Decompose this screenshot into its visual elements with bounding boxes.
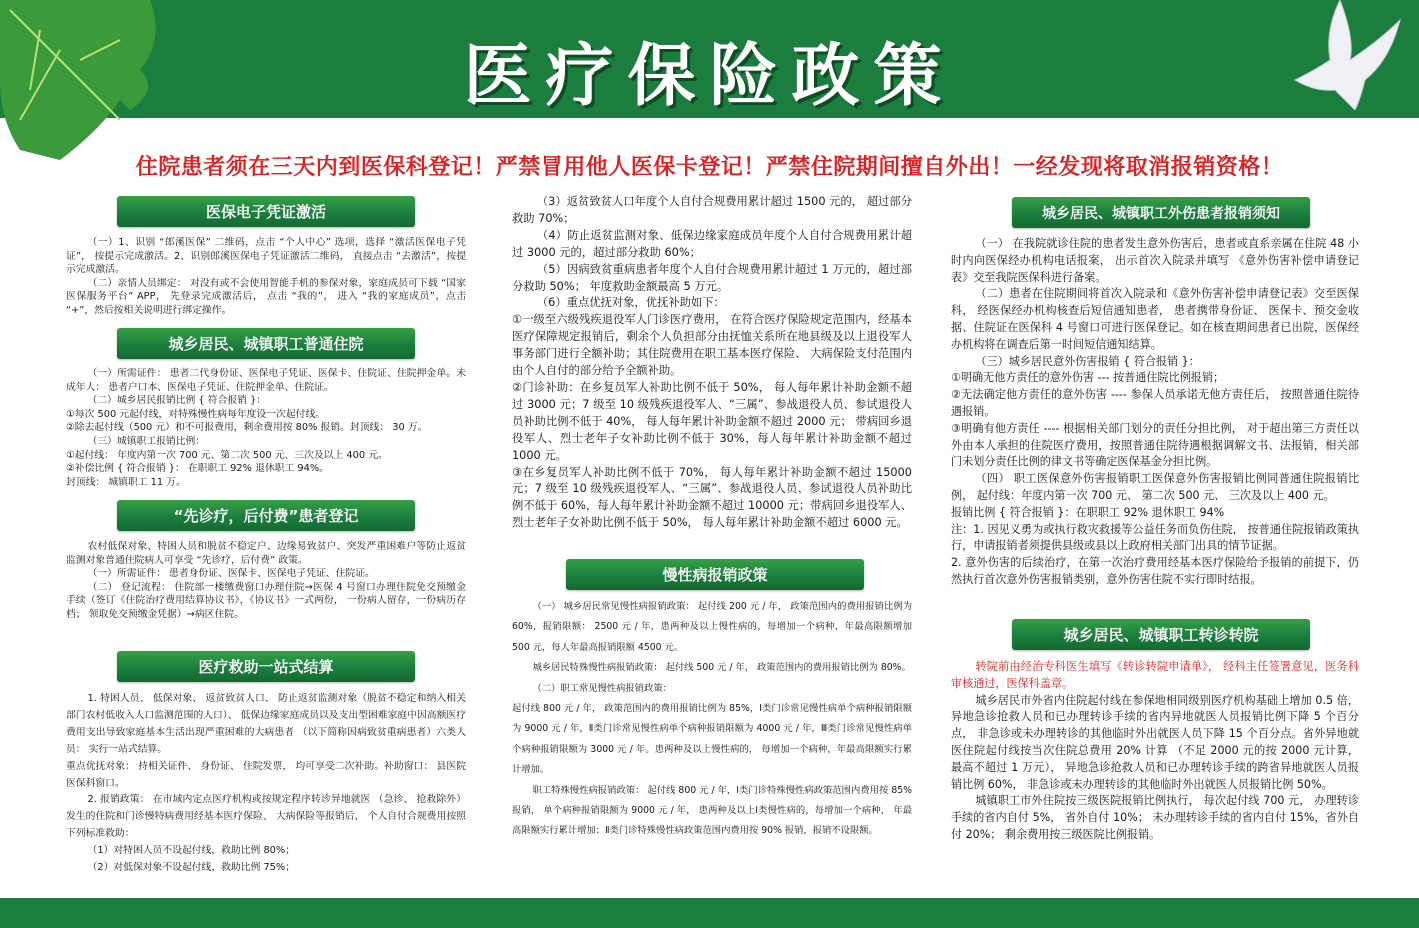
paragraph: 2. 意外伤害的后续治疗，在第一次治疗费用经基本医疗保险给予报销的前提下，仍然执行首次意外伤害报销类别，意外伤害住院不实行即时结报。 [951, 556, 1359, 586]
paragraph: （二）城乡居民报销比例 { 符合报销 }： [87, 395, 267, 407]
section-title-chronic: 慢性病报销政策 [566, 559, 864, 590]
paragraph: 重点优抚对象： 持相关证件、 身份证、 住院发票， 均可享受二次补助。补助窗口： 县医院医保科窗口。 [66, 760, 466, 789]
paragraph: ②门诊补助：在乡复员军人补助比例不低于 50%， 每人每年累计补助金额不超过 3000 元；7 级至 10 级残疾退役军人、“三属”、参战退役人员、参试退役人员补助比例不低于 40%， 每人每年累计补助金额不超过 2000 元； 带病回乡退役军人、烈士老年子女补助比例不低于 30%，每人每年累计补助金额不超过 1000 元。 [512, 380, 912, 462]
paragraph: 城乡居民市外省内住院起付线在参保地相同级别医疗机构基础上增加 0.5 倍， 异地急诊抢救人员和已办理转诊手续的省内异地就医人员报销比例下降 5 个百分点， 非急诊或未办理转诊的其他临时外出就医人员下降 15 个百分点。省外异地就医住院起付线按当次住院总费用 20% 计算 （不足 2000 元的按 2000 元计算， 最高不超过 1 万元）， 异地急诊抢救人员和已办理转诊手续的跨省异地就医人员报销比例 60%， 非急诊或未办理转诊的其他临时外出就医人员报销比例 50%。 [951, 693, 1359, 791]
paragraph: ③在乡复员军人补助比例不低于 70%， 每人每年累计补助金额不超过 15000 元；7 级至 10 级残疾退役军人、“三属”、参战退役人员、参试退役人员补助比例不低于 60%，每人每年累计补助金额不超过 10000 元；带病回乡退役军人、 烈士老年子女补助比例不低于 50%， 每人每年累计补助金额不超过 6000 元。 [512, 465, 912, 530]
paragraph: （一） 在我院就诊住院的患者发生意外伤害后，患者或直系亲属在住院 48 小时内向医保经办机构电话报案， 出示首次入院录并填写 《意外伤害补偿申请登记表》交至我院医保科进行备案。 [951, 237, 1359, 284]
paragraph: ①一级至六级残疾退役军人门诊医疗费用， 在符合医疗保险规定范围内，经基本医疗保障规定报销后，剩余个人负担部分由抚恤关系所在地县级及以上退役军人事务部门进行全额补助；其住院费用在职工基本医疗保险、 大病保险支付范围内由个人自付的部分给予全额补助。 [512, 313, 912, 378]
page-title: 医疗保险政策 [463, 37, 956, 116]
paragraph: （三）城镇职工报销比例： [87, 435, 206, 447]
paragraph: 2. 报销政策： 在市域内定点医疗机构或按规定程序转诊异地就医 （急诊、 抢救除外）发生的住院和门诊慢特病费用经基本医疗保险、 大病保险等报销后， 个人自付合规费用按照下列标准救助： [66, 794, 466, 840]
paragraph: ②除去起付线（500 元）和不可报费用，剩余费用按 80% 报销。封顶线： 30 万。 [66, 422, 428, 434]
paragraph: （一） 城乡居民常见慢性病报销政策： 起付线 200 元 / 年， 政策范围内的费用报销比例为 60%，报销限额： 2500 元 / 年，患两种及以上慢性病的，每增加一个病种，年最高限额增加 500 元，每人年最高报销限额 4500 元。 [512, 601, 912, 653]
paragraph: （一）1、识别 “郎溪医保” 二维码，点击 “个人中心” 选项，选择 “激活医保电子凭证”， 按提示完成激活。2、识别郎溪医保电子凭证激活二维码， 直接点击 “去激活”，按提示完成激活。 [66, 237, 466, 276]
section-title-medical-aid: 医疗救助一站式结算 [117, 651, 415, 682]
paragraph: （二）患者在住院期间将首次入院录和《意外伤害补偿申请登记表》交至医保科， 经医保经办机构核查后短信通知患者， 患者携带身份证、 医保卡、预交金收据、住院证在医保科 4 号窗口可进行医保登记。如在核查期间患者已出院，医保经办机构将在调查后第一时间短信通知结算。 [951, 287, 1359, 351]
paragraph: （3）返贫致贫人口年度个人自付合规费用累计超过 1500 元的， 超过部分救助 70%； [512, 195, 912, 225]
paragraph: （四） 职工医保意外伤害报销职工医保意外伤害报销比例同普通住院报销比例， 起付线：年度内第一次 700 元、 第二次 500 元、 三次及以上 400 元。 [951, 472, 1359, 502]
section-title-injury: 城乡居民、城镇职工外伤患者报销须知 [1012, 197, 1310, 228]
paragraph: 城乡居民特殊慢性病报销政策： 起付线 500 元 / 年， 政策范围内的费用报销比例为 80%。 [532, 662, 911, 674]
paragraph: （二）职工常见慢性病报销政策： [532, 682, 672, 694]
paragraph: （一）所需证件： 患者二代身份证、医保电子凭证、医保卡、住院证、住院押金单。未成年人： 患者户口本、医保电子凭证、住院押金单、住院证。 [66, 368, 466, 393]
paragraph: 1. 特困人员、 低保对象、 返贫致贫人口、 防止返贫监测对象（脱贫不稳定和纳入相关部门农村低收入人口监测范围的人口）、 低保边缘家庭成员以及支出型困难家庭中因高额医疗费用支出导致家庭基本生活出现严重困难的大病患者 （以下简称因病致贫重病患者）六类人员： 实行一站式结算。 [66, 693, 466, 755]
paragraph: （5）因病致贫重病患者年度个人自付合规费用累计超过 1 万元的，超过部分救助 50%； 年度救助金额最高 5 万元。 [512, 262, 912, 293]
section-body-e-voucher [66, 236, 466, 318]
section-body-treat-first [66, 540, 466, 622]
paragraph: 注：1. 因见义勇为或执行救灾救援等公益任务而负伤住院， 按普通住院报销政策执行，申请报销者须提供县级或县以上政府相关部门出具的情节证据。 [951, 522, 1359, 553]
section-body-inpatient [66, 367, 466, 489]
section-title-e-voucher: 医保电子凭证激活 [117, 196, 415, 227]
paragraph: 起付线 800 元 / 年， 政策范围内的费用报销比例为 85%，Ⅰ类门诊常见慢性病单个病种报销限额为 9000 元 / 年，Ⅱ类门诊常见慢性病单个病种报销限额为 4000 元 / 年，Ⅲ类门诊常见慢性病单个病种报销限额为 3000 元 / 年。患两种及以上慢性病的， 每增加一个病种，年最高限额实行累计增加。 [512, 703, 912, 776]
paragraph: （三）城乡居民意外伤害报销 { 符合报销 }： [975, 354, 1200, 368]
paragraph: ①明确无他方责任的意外伤害 --- 按普通住院比例报销； [951, 371, 1225, 385]
paragraph: （二） 登记流程： 住院部一楼缴费窗口办理住院→医保 4 号窗口办理住院免交预缴金手续（签订《住院治疗费用结算协议书》，《协议书》一式两份， 一份病人留存，一份病历存档； 领取免交预缴金凭据）→病区住院。 [66, 581, 466, 620]
paragraph: ③明确有他方责任 ---- 根据相关部门划分的责任分担比例， 对于超出第三方责任以外由本人承担的住院医疗费用，按照普通住院待遇根据调解文书、法报销，相关部门未划分责任比例的律文书等确定医保基金分担比例。 [951, 421, 1359, 469]
section-body-transfer [951, 659, 1359, 844]
paragraph: 职工特殊慢性病报销政策： 起付线 800 元 / 年，Ⅰ类门诊特殊慢性病政策范围内费用按 85% 报销， 单个病种报销限额为 9000 元 / 年， 患两种及以上Ⅰ类慢性病的，每增加一个病种， 年最高限额实行累计增加；Ⅱ类门诊特殊慢性病政策范围内费用按 90% 报销，报销不设限额。 [512, 784, 912, 837]
paragraph: ②无法确定他方责任的意外伤害 ---- 参保人员承诺无他方责任后， 按照普通住院待遇报销。 [951, 388, 1359, 418]
paragraph: 城镇职工市外住院按三级医院报销比例执行， 每次起付线 700 元， 办理转诊手续的省内自付 5%， 省外自付 10%； 未办理转诊手续的省内自付 15%，省外自付 20%； 剩余费用按三级医院比例报销。 [951, 794, 1359, 841]
section-title-transfer: 城乡居民、城镇职工转诊转院 [1012, 619, 1310, 650]
paragraph: （4）防止返贫监测对象、低保边缘家庭成员年度个人自付合规费用累计超过 3000 元的，超过部分救助 60%； [512, 228, 912, 259]
section-body-medical-aid-continued [512, 194, 912, 532]
paragraph: （二）亲情人员绑定： 对没有或不会使用智能手机的参保对象，家庭成员可下载 “国家医保服务平台” APP， 先登录完成激活后， 点击 “我的”， 进入 “我的家庭成员”，点击 “+”，然后按相关说明进行绑定操作。 [66, 277, 466, 316]
section-title-inpatient: 城乡居民、城镇职工普通住院 [117, 328, 415, 359]
paragraph: （2）对低保对象不设起付线，救助比例 75%； [87, 862, 296, 874]
paragraph: ①每次 500 元起付线，对特殊慢性病每年度设一次起付线。 [66, 408, 326, 420]
paragraph: 报销比例 { 符合报销 }：在职职工 92% 退休职工 94% [951, 505, 1225, 519]
paragraph: 农村低保对象、特困人员和脱贫不稳定户、边缘易致贫户、突发严重困难户等防止返贫监测对象普通住院病人可享受 “先诊疗，后付费” 政策。 [66, 541, 466, 566]
paragraph: 转院前由经治专科医生填写《转诊转院申请单》， 经科主任签署意见，医务科审核通过，医保科盖章。 [951, 660, 1359, 690]
paragraph: （一）所需证件： 患者身份证、医保卡、医保电子凭证、住院证。 [87, 568, 375, 580]
footer-band [0, 898, 1419, 928]
section-body-medical-aid [66, 691, 466, 877]
paragraph: ②补偿比例 { 符合报销 }： 在职职工 92% 退休职工 94%。 [66, 463, 329, 475]
paragraph: （1）对特困人员不设起付线，救助比例 80%； [87, 845, 296, 857]
paragraph: ①起付线： 年度内第一次 700 元、第二次 500 元、三次及以上 400 元。 [66, 449, 388, 461]
section-title-treat-first: “先诊疗，后付费”患者登记 [117, 500, 415, 531]
section-body-injury [951, 236, 1359, 589]
section-body-chronic [512, 597, 912, 842]
paragraph: （6）重点优抚对象，优抚补助如下： [536, 296, 725, 310]
warning-banner: 住院患者须在三天内到医保科登记！严禁冒用他人医保卡登记！严禁住院期间擅自外出！一经发现将取消报销资格！ [135, 155, 1284, 180]
paragraph: 封顶线： 城镇职工 11 万。 [66, 476, 186, 488]
